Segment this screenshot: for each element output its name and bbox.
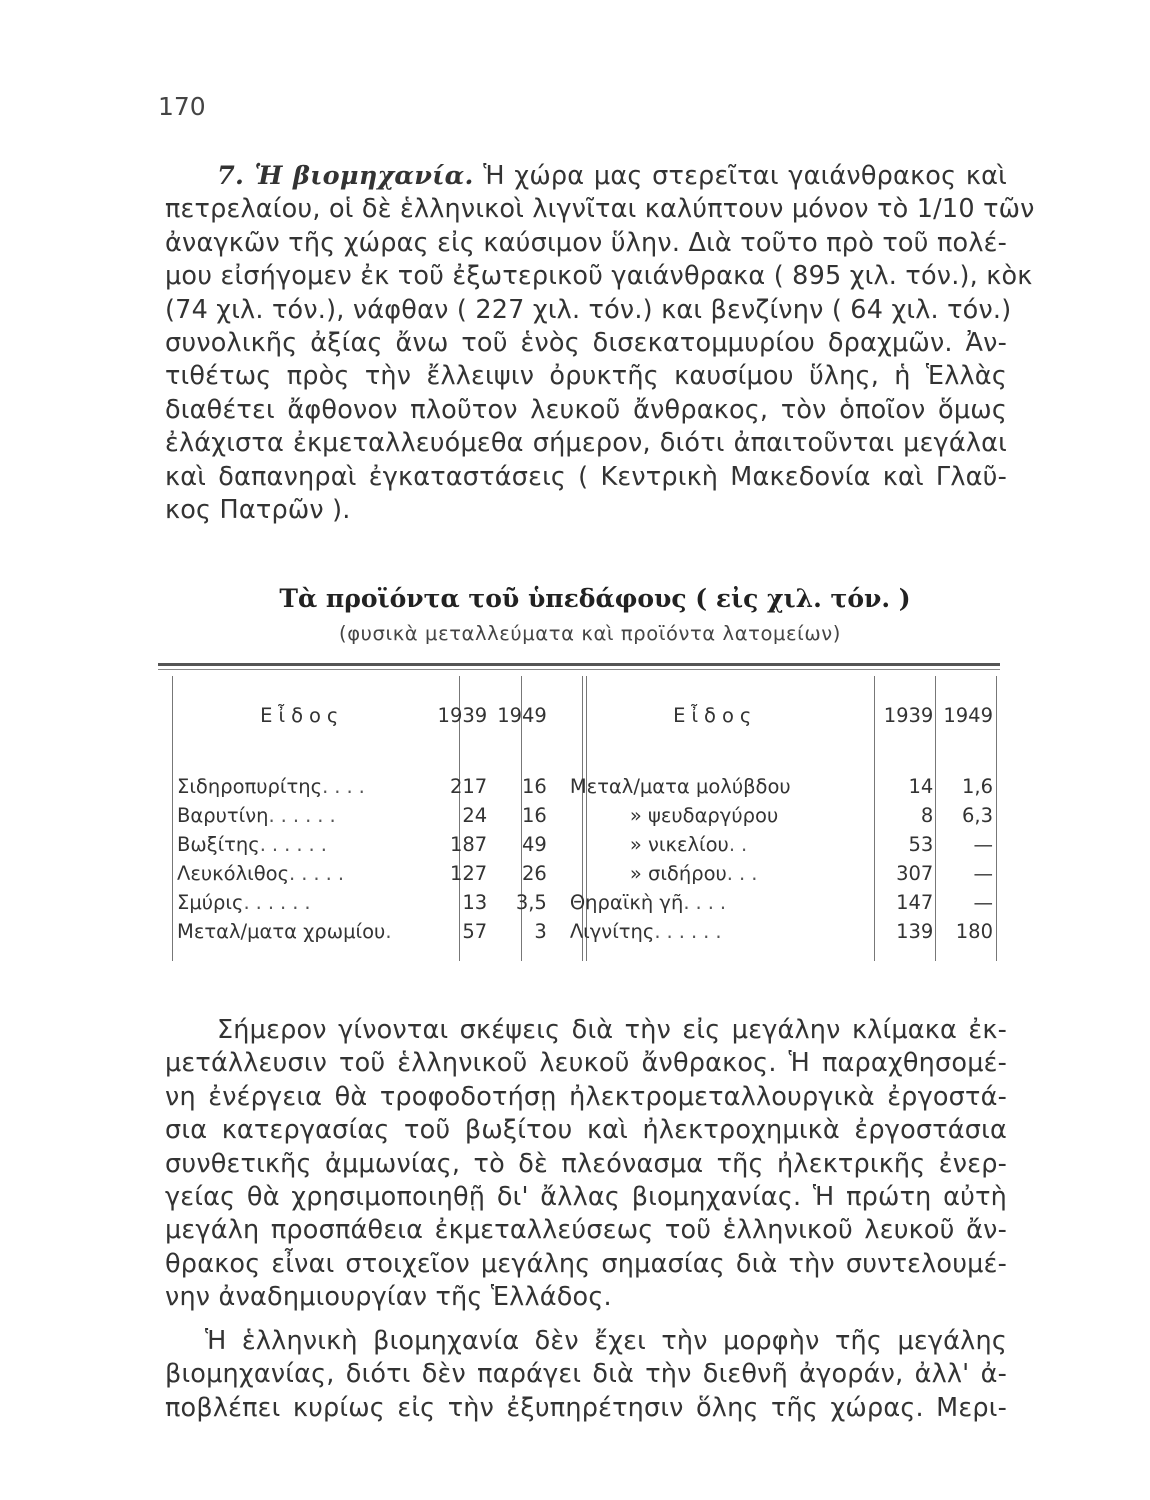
row-1949-right: — <box>973 862 993 885</box>
leader-dots: ...... <box>268 804 342 827</box>
text-line: Σήμερον γίνονται σκέψεις διὰ τὴν εἰς μεγάλην κλίμακα ἐκ- <box>217 1015 1007 1045</box>
text-line: διαθέτει ἄφθονον πλοῦτον λευκοῦ ἄνθρακος, τὸν ὁποῖον ὅμως <box>165 394 1007 425</box>
industry-section-paragraph <box>165 160 1035 527</box>
greek-industry-paragraph <box>165 1325 1007 1425</box>
leader-dots: ..... <box>289 862 351 885</box>
header-1939-left: 1939 <box>437 703 488 727</box>
text-line-content: Ἡ χώρα μας στερεῖται γαιάνθρακος καὶ <box>483 161 1007 191</box>
text-line: (74 χιλ. τόν.), νάφθαν ( 227 χιλ. τόν.) και βενζίνην ( 64 χιλ. τόν.) <box>165 294 1012 325</box>
table-row <box>172 917 998 946</box>
leader-dots: ...... <box>654 920 728 943</box>
table-spacer-row <box>172 750 998 772</box>
text-line: νη ἐνέργεια θὰ τροφοδοτήσῃ ἠλεκτρομεταλλουργικὰ ἐργοστά- <box>165 1081 1007 1112</box>
table-top-rule <box>158 663 1000 666</box>
header-1949-left: 1949 <box>497 703 547 727</box>
text-line: κος Πατρῶν ). <box>165 495 351 526</box>
row-1939-left: 13 <box>462 891 488 914</box>
subsoil-products-table <box>172 680 998 946</box>
text-line: συνολικῆς ἀξίας ἄνω τοῦ ἑνὸς δισεκατομμυρίου δραχμῶν. Ἀν- <box>165 328 1007 359</box>
row-1939-right: 14 <box>908 775 934 798</box>
text-line: σια κατεργασίας τοῦ βωξίτου καὶ ἠλεκτροχημικὰ ἐργοστάσια <box>165 1115 1007 1146</box>
row-name-left: Βαρυτίνη <box>177 804 269 827</box>
row-1939-right: 8 <box>920 804 934 827</box>
row-1949-left: 49 <box>522 833 547 856</box>
header-1939-right: 1939 <box>883 703 934 727</box>
row-name-left: Σιδηροπυρίτης <box>177 775 323 798</box>
table-row <box>172 830 998 859</box>
text-line: πετρελαίου, οἱ δὲ ἑλληνικοὶ λιγνῖται καλύπτουν μόνον τὸ 1/10 τῶν <box>165 194 1035 225</box>
row-1939-left: 57 <box>462 920 488 943</box>
text-line <box>165 160 1007 193</box>
row-1939-right: 147 <box>896 891 934 914</box>
row-1949-left: 16 <box>522 804 547 827</box>
leader-dots: .... <box>683 891 733 914</box>
text-line: νην ἀναδημιουργίαν τῆς Ἑλλάδος. <box>165 1282 612 1313</box>
row-1949-right: 1,6 <box>961 775 993 798</box>
row-name-left: Σμύρις <box>177 891 244 914</box>
text-line: μεγάλη προσπάθεια ἐκμεταλλεύσεως τοῦ ἑλληνικοῦ λευκοῦ ἄν- <box>165 1215 1007 1246</box>
white-coal-paragraph <box>165 1014 1007 1315</box>
header-1949-right: 1949 <box>943 703 993 727</box>
table-row <box>172 888 998 917</box>
table-row <box>172 801 998 830</box>
text-line: μετάλλευσιν τοῦ ἑλληνικοῦ λευκοῦ ἄνθρακος. Ἡ παραχθησομέ- <box>165 1048 1007 1079</box>
text-line: ἐλάχιστα ἐκμεταλλευόμεθα σήμερον, διότι ἀπαιτοῦνται μεγάλαι <box>165 428 1007 459</box>
row-1949-right: — <box>973 833 993 856</box>
row-name-right: Λιγνίτης <box>569 920 655 943</box>
row-name-left: Λευκόλιθος <box>177 862 290 885</box>
text-line: καὶ δαπανηραὶ ἐγκαταστάσεις ( Κεντρικὴ Μακεδονία καὶ Γλαῦ- <box>165 461 1007 492</box>
row-1949-left: 16 <box>522 775 547 798</box>
table-header-row <box>172 680 998 750</box>
row-name-right: Μεταλ/ματα μολύβδου <box>569 775 791 798</box>
leader-dots: .... <box>322 775 371 798</box>
row-1939-right: 139 <box>896 920 934 943</box>
text-line: γείας θὰ χρησιμοποιηθῇ δι' ἄλλας βιομηχανίας. Ἡ πρώτη αὐτὴ <box>165 1182 1007 1213</box>
row-name-right: » νικελίου <box>629 833 729 856</box>
table-row <box>172 772 998 801</box>
row-1939-left: 24 <box>462 804 488 827</box>
table-subtitle: (φυσικὰ μεταλλεύματα καὶ προϊόντα λατομείων) <box>339 622 841 645</box>
text-line: μου εἰσήγομεν ἐκ τοῦ ἐξωτερικοῦ γαιάνθρακα ( 895 χιλ. τόν.), κὸκ <box>165 261 1033 292</box>
row-1939-left: 187 <box>449 833 488 856</box>
text-line: βιομηχανίας, διότι δὲν παράγει διὰ τὴν διεθνῆ ἀγοράν, ἀλλ' ἀ- <box>165 1359 1007 1390</box>
table-row <box>172 859 998 888</box>
row-name-left: Βωξίτης <box>177 833 260 856</box>
row-1949-left: 3,5 <box>515 891 547 914</box>
section-heading: 7. Ἡ βιομηχανία. <box>217 161 474 191</box>
text-line: ἀναγκῶν τῆς χώρας εἰς καύσιμον ὕλην. Διὰ τοῦτο πρὸ τοῦ πολέ- <box>165 227 1007 258</box>
row-1949-right: — <box>973 891 993 914</box>
row-1939-right: 307 <box>896 862 934 885</box>
leader-dots: .. <box>728 833 754 856</box>
text-line: Ἡ ἑλληνικὴ βιομηχανία δὲν ἔχει τὴν μορφὴν τῆς μεγάλης <box>205 1326 1007 1356</box>
row-name-left: Μεταλ/ματα χρωμίου <box>177 920 386 943</box>
leader-dots: ... <box>726 862 764 885</box>
row-name-right: Θηραϊκὴ γῆ <box>569 891 684 914</box>
table-title: Τὰ προϊόντα τοῦ ὑπεδάφους ( εἰς χιλ. τόν. ) <box>279 584 911 613</box>
row-1939-right: 53 <box>908 833 934 856</box>
leader-dots: ...... <box>243 891 317 914</box>
row-name-right: » ψευδαργύρου <box>629 804 779 827</box>
leader-dots: . <box>385 920 398 943</box>
page-number: 170 <box>158 92 206 121</box>
header-kind-left: Εἶδος <box>260 703 345 727</box>
header-kind-right: Εἶδος <box>673 703 758 727</box>
leader-dots: ...... <box>259 833 333 856</box>
text-line: τιθέτως πρὸς τὴν ἔλλειψιν ὀρυκτῆς καυσίμου ὕλης, ἡ Ἑλλὰς <box>165 361 1007 392</box>
table-top-rule-thin <box>158 669 1000 670</box>
row-1949-right: 180 <box>955 920 993 943</box>
text-line: θρακος εἶναι στοιχεῖον μεγάλης σημασίας διὰ τὴν συντελουμέ- <box>165 1248 1007 1279</box>
row-1939-left: 127 <box>449 862 488 885</box>
row-1949-right: 6,3 <box>961 804 993 827</box>
row-1949-left: 26 <box>522 862 547 885</box>
text-line: συνθετικῆς ἀμμωνίας, τὸ δὲ πλεόνασμα τῆς ἠλεκτρικῆς ἐνερ- <box>165 1148 1007 1179</box>
text-line: ποβλέπει κυρίως εἰς τὴν ἐξυπηρέτησιν ὅλης τῆς χώρας. Μερι- <box>165 1392 1007 1423</box>
row-name-right: » σιδήρου <box>629 862 727 885</box>
row-1949-left: 3 <box>534 920 547 943</box>
row-1939-left: 217 <box>449 775 488 798</box>
